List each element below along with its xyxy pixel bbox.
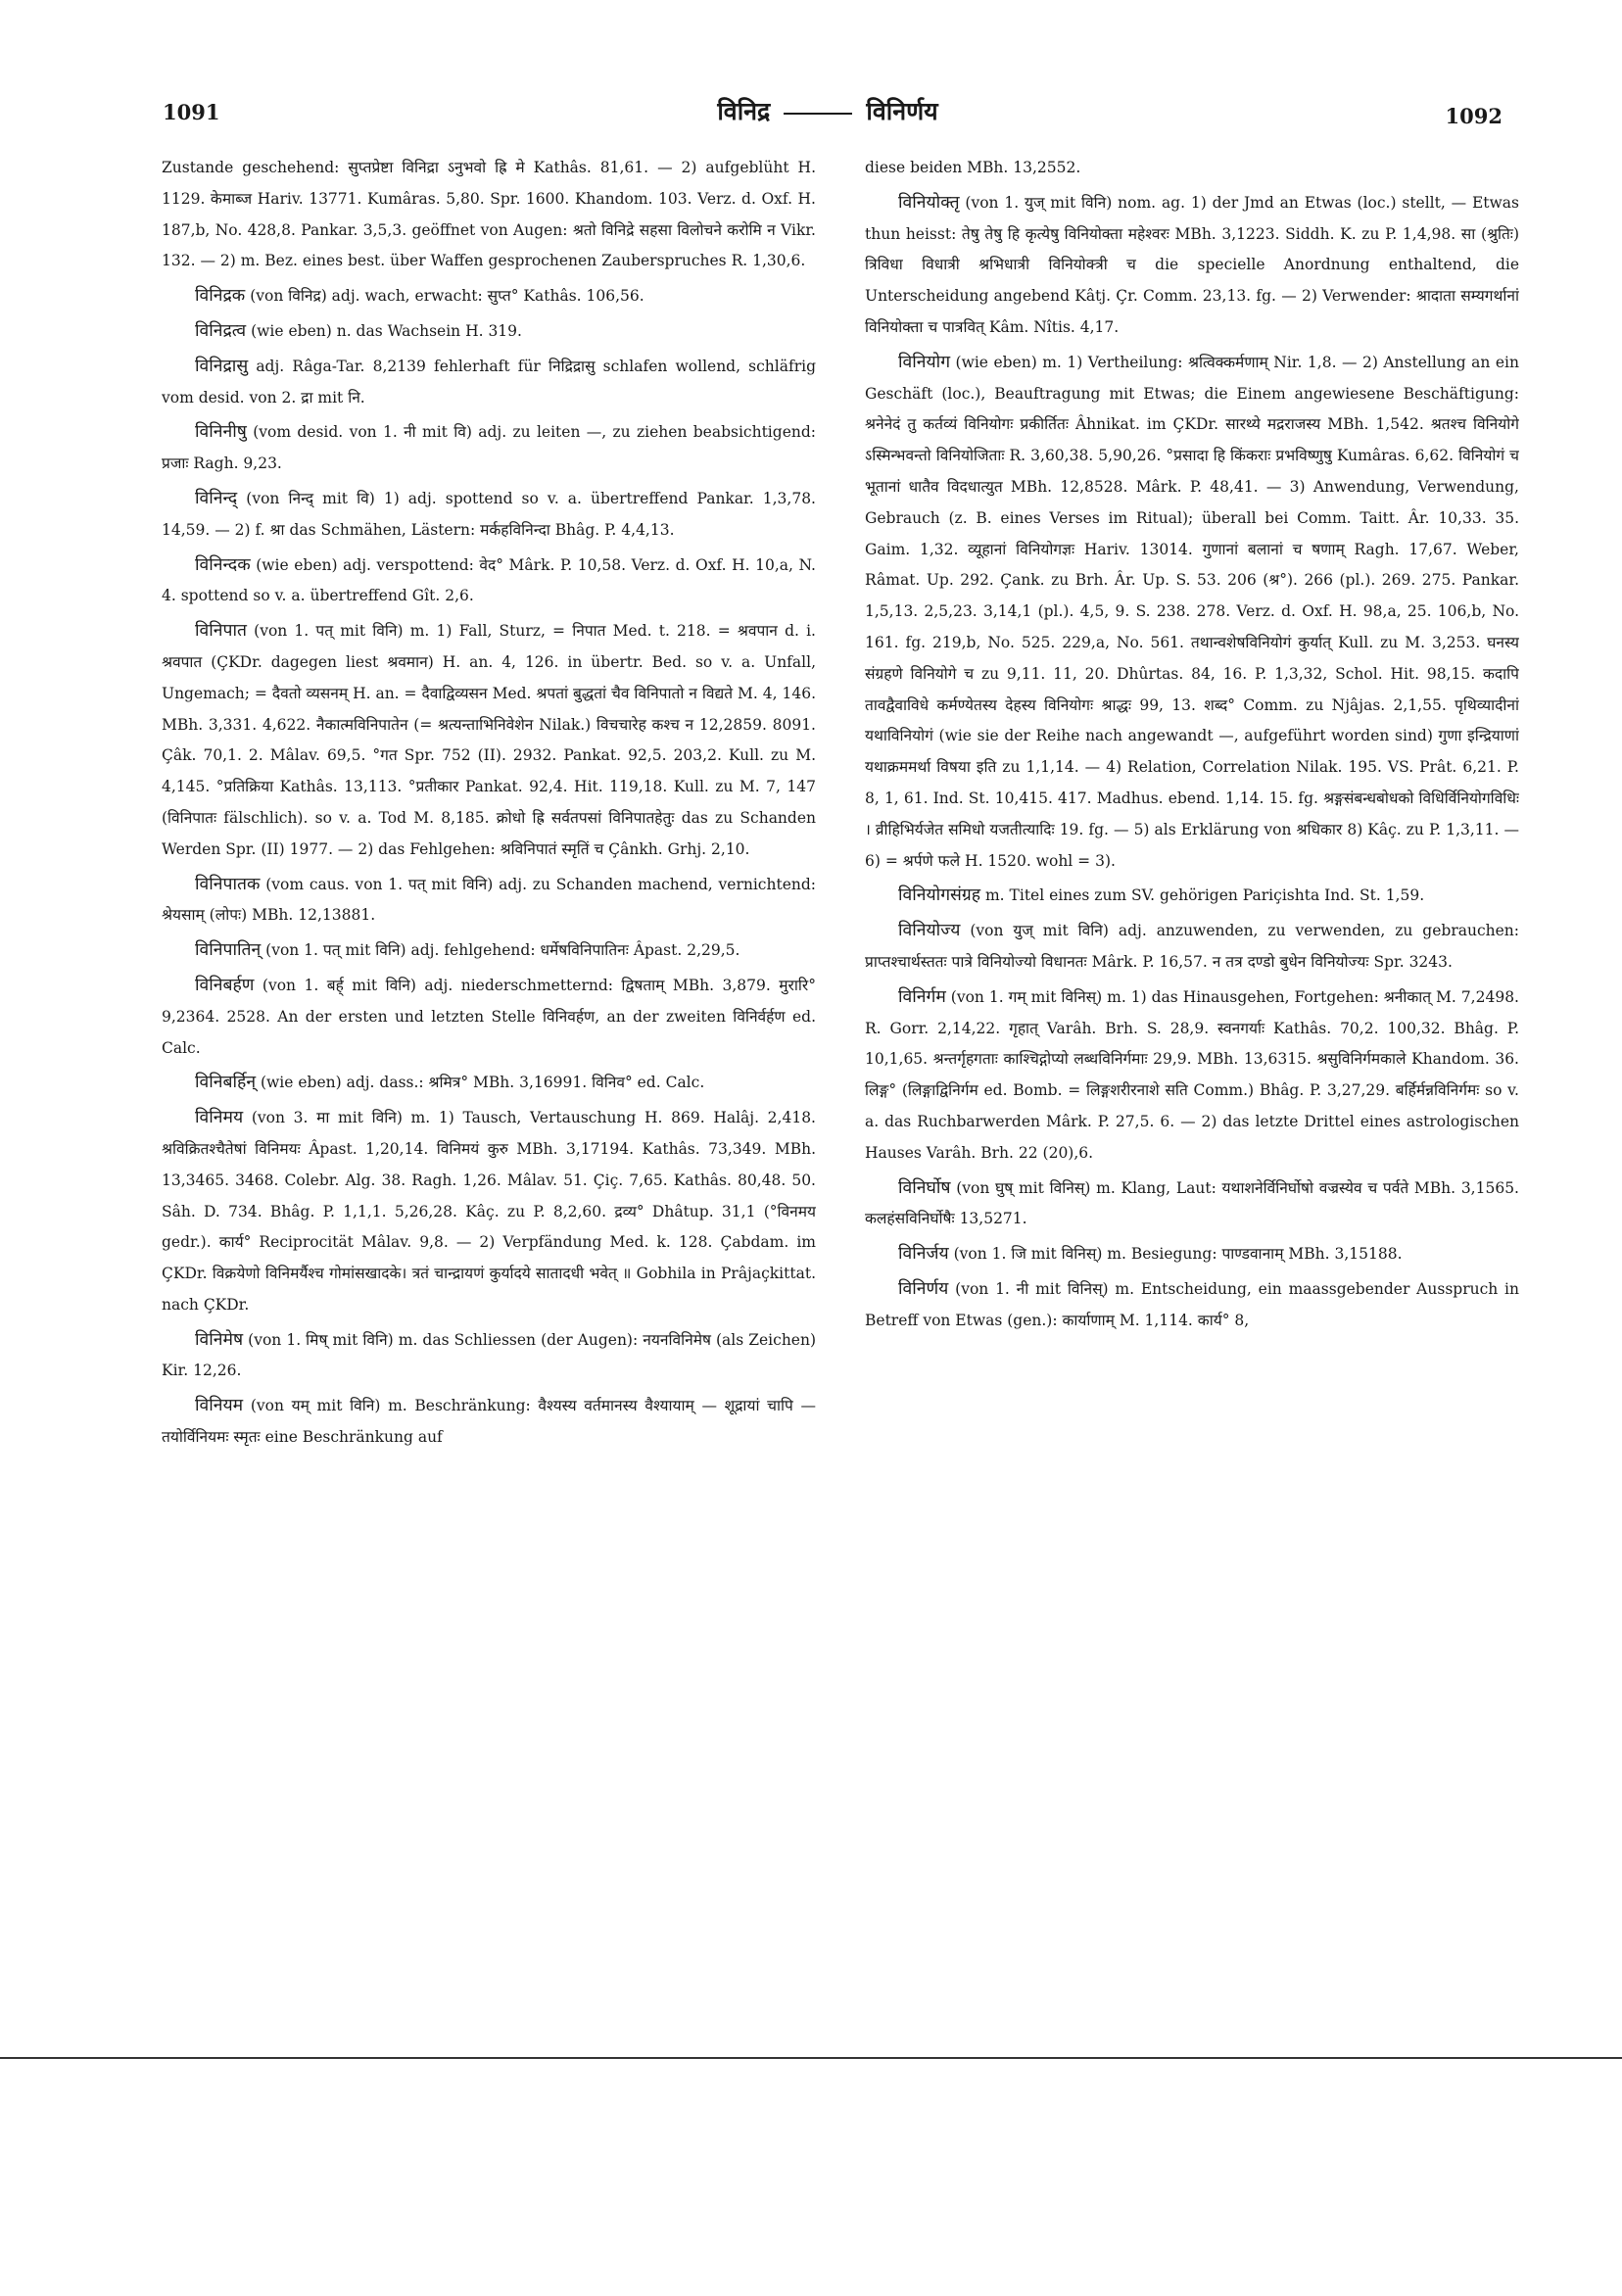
entry-body: (wie eben) m. 1) Vertheilung: श्रत्विक्कर्मणाम् Nir. 1,8. — 2) Anstellung an ein Geschäft (loc.), Beauftragung mit Etwas; die Einem angewiesene Beschäftigung: श्रनेनेदं तु कर्तव्यं विनियोगः प्रकीर्तितः Âhnikat. im ÇKDr. सारथ्ये मद्रराजस्य MBh. 1,542. श्रतश्च विनियोगे ऽस्मिन्भवन्तो विनियोजिताः R. 3,60,38. 5,90,26. °प्रसादा हि किंकराः प्रभविष्णुषु Kumâras. 6,62. विनियोगं च भूतानां धातैव विदधात्युत MBh. 12,8528. Mârk. P. 48,41. — 3) Anwendung, Verwendung, Gebrauch (z. B. eines Verses im Ritual); überall bei Comm. Taitt. Âr. 10,33. 35. Gaim. 1,32. व्यूहानां विनियोगज्ञः Hariv. 13014. गुणानां बलानां च षणाम् Ragh. 17,67. Weber, Râmat. Up. 292. Çank. zu Brh. Âr. Up. S. 53. 206 (श्र°). 266 (pl.). 269. 275. Pankar. 1,5,13. 2,5,23. 3,14,1 (pl.). 4,5, 9. S. 238. 278. Verz. d. Oxf. H. 98,a, 25. 106,b, No. 161. fg. 219,b, No. 525. 229,a, No. 561. तथान्वशेषविनियोगं कुर्यात् Kull. zu M. 3,253. घनस्य संग्रहणे विनियोगे च zu 9,11. 11, 20. Dhûrtas. 84, 16. P. 1,3,32, Schol. Hit. 98,15. कदापि तावद्वैवाविधे कर्मण्येतस्य देहस्य विनियोगः श्राद्धः 99, 13. शब्द° Comm. zu Njâjas. 2,1,55. पृथिव्यादीनां यथाविनियोगं (wie sie der Reihe nach angewandt —, aufgeführt worden sind) गुणा इन्द्रियाणां यथाक्रममर्था विषया इति zu 1,1,14. — 4) Relation, Correlation Nilak. 195. VS. Prât. 6,21. P. 8, 1, 61. Ind. St. 10,415. 417. Madhus. ebend. 1,14. 15. fg. श्रङ्गसंबन्धबोधको विधिर्विनियोगविधिः । व्रीहिभिर्यजेत समिधो यजतीत्यादिः 19. fg. — 5) als Erklärung von श्रधिकार 8) Kâç. zu P. 1,3,11. — 6) = श्रर्पणे फले H. 1520. wohl = 3). (865, 353, 1519, 870)
left-column (162, 153, 816, 1857)
dictionary-entry (162, 484, 816, 547)
dictionary-entry (162, 935, 816, 967)
entry-headword: विनियोग (898, 352, 951, 372)
dictionary-entry (865, 1239, 1519, 1270)
entry-body: m. Titel eines zum SV. gehörigen Pariçishta Ind. St. 1,59. (984, 886, 1425, 905)
entry-body: (vom desid. von 1. नी mit वि) adj. zu leiten —, zu ziehen beabsichtigend: प्रजाः Ragh. 9,23. (162, 423, 816, 473)
entry-body: (wie eben) adj. verspottend: वेद° Mârk. P. 10,58. Verz. d. Oxf. H. 10,a, N. 4. spottend so v. a. übertreffend Gît. 2,6. (162, 555, 816, 605)
dictionary-entry (162, 616, 816, 865)
entry-headword: विनिमय (195, 1108, 244, 1128)
dictionary-entry (162, 417, 816, 480)
dictionary-entry (865, 188, 1519, 344)
dictionary-entry (865, 916, 1519, 979)
dictionary-entry (162, 1103, 816, 1321)
entry-headword: विनियम (195, 1396, 244, 1416)
entry-body: (von 1. मिष् mit विनि) m. das Schliessen (der Augen): नयनविनिमेष (als Zeichen) Kir. 12,26. (162, 1330, 816, 1380)
dictionary-entry (162, 153, 816, 277)
entry-headword: विनिबर्हण (195, 975, 255, 995)
entry-headword: विनिपातिन् (195, 940, 262, 961)
entry-body: (von यम् mit विनि) m. Beschränkung: वैश्यस्य वर्तमानस्य वैश्यायाम् — शूद्रायां चापि — तयोर्विनियमः स्मृतः eine Beschränkung auf (162, 1397, 816, 1447)
entry-body: (von 1. नी mit विनिस्) m. Entscheidung, ein maassgebender Ausspruch in Betreff von Etwas (gen.): कार्याणाम् M. 1,114. कार्य° 8, (865, 1279, 1519, 1329)
entry-headword: विनियोज्य (898, 921, 961, 941)
dictionary-entry (162, 971, 816, 1064)
right-column (865, 153, 1519, 1857)
entry-body: (wie eben) adj. dass.: श्रमित्र° MBh. 3,16991. विनिव° ed. Calc. (260, 1074, 705, 1092)
entry-headword: विनिद्रक (195, 286, 246, 307)
entry-body: adj. Râga-Tar. 8,2139 fehlerhaft für निद्रिद्रासु schlafen wollend, schläfrig vom desid. von 2. द्रा mit नि. (162, 357, 816, 407)
running-head-dash (784, 113, 852, 115)
entry-headword: विनिनीषु (195, 422, 247, 443)
entry-headword: विनिमेष (195, 1329, 244, 1350)
entry-body: (von 1. पत् mit विनि) adj. fehlgehend: धर्मेषविनिपातिनः Âpast. 2,29,5. (265, 941, 740, 960)
dictionary-entry (865, 881, 1519, 912)
dictionary-entry (865, 1173, 1519, 1236)
entry-body: (von विनिद्र) adj. wach, erwacht: सुप्त° Kathâs. 106,56. (250, 287, 644, 306)
entry-headword: विनिन्दक (195, 554, 251, 575)
entry-headword: विनिद्रासु (195, 356, 249, 376)
entry-headword: विनिर्गम (898, 986, 946, 1007)
dictionary-entry (162, 316, 816, 348)
page-header (147, 90, 1508, 129)
entry-headword: विनिर्णय (898, 1278, 949, 1299)
running-head-left: विनिद्र (717, 97, 771, 125)
entry-body: (wie eben) n. das Wachsein H. 319. (251, 321, 522, 340)
entry-body: diese beiden MBh. 13,2552. (865, 159, 1081, 176)
dictionary-entry (162, 870, 816, 933)
entry-body: (von निन्द् mit वि) 1) adj. spottend so v. a. übertreffend Pankar. 1,3,78. 14,59. — 2) f. श्रा das Schmähen, Lästern: मर्कहविनिन्दा Bhâg. P. 4,4,13. (162, 489, 816, 539)
entry-body: (von युज् mit विनि) adj. anzuwenden, zu verwenden, zu gebrauchen: प्राप्तश्चार्थस्ततः पात्रे विनियोज्यो विधानतः Mârk. P. 16,57. न तत्र दण्डो बुधेन विनियोज्यः Spr. 3243. (865, 922, 1519, 971)
entry-body: (von 1. पत् mit विनि) m. 1) Fall, Sturz, = निपात Med. t. 218. = श्रवपान d. i. श्रवपात (ÇKDr. dagegen liest श्रवमान) H. an. 4, 126. in übertr. Bed. so v. a. Unfall, Ungemach; = दैवतो व्यसनम् H. an. = दैवाद्विव्यसन Med. श्रपतां बुद्धतां चैव विनिपातो न विद्यते M. 4, 146. MBh. 3,331. 4,622. नैकात्मविनिपातेन (= श्रत्यन्ताभिनिवेशेन Nilak.) विचचारेह कश्च न 12,2859. 8091. Çâk. 70,1. 2. Mâlav. 69,5. °गत Spr. 752 (II). 2932. Pankat. 92,5. 203,2. Kull. zu M. 4,145. °प्रतिक्रिया Kathâs. 13,113. °प्रतीकार Pankat. 92,4. Hit. 119,18. Kull. zu M. 7, 147 (विनिपातः fälschlich). so v. a. Tod M. 8,185. क्रोधो ह्रि सर्वतपसां विनिपातहेतुः das zu Schanden Werden Spr. (II) 1977. — 2) das Fehlgehen: श्रविनिपातं स्मृतिं च Çânkh. Grhj. 2,10. (162, 622, 816, 858)
entry-headword: विनियोक्तृ (898, 192, 960, 213)
dictionary-entry (162, 550, 816, 613)
entry-body: (von 3. मा mit विनि) m. 1) Tausch, Vertauschung H. 869. Halâj. 2,418. श्रविक्रितश्चैतेषां विनिमयः Âpast. 1,20,14. विनिमयं कुरु MBh. 3,17194. Kathâs. 73,349. MBh. 13,3465. 3468. Colebr. Alg. 38. Ragh. 1,26. Mâlav. 51. Çiç. 7,65. Kathâs. 80,48. 50. Sâh. D. 734. Bhâg. P. 1,1,1. 5,26,28. Kâç. zu P. 8,2,60. द्रव्य° Dhâtup. 31,1 (°विनमय gedr.). कार्य° Reciprocität Mâlav. 9,8. — 2) Verpfändung Med. k. 128. Çabdam. im ÇKDr. विक्रयेणो विनिमर्यैश्च गोमांसखादके। त्रतं चान्द्रायणं कुर्यादये सातादधी भवेत् ॥ Gobhila in Prâjaçkittat. nach ÇKDr. (162, 1109, 816, 1314)
dictionary-entry (162, 352, 816, 414)
entry-headword: विनिर्जय (898, 1244, 949, 1265)
entry-body: Zustande geschehend: सुप्तप्रेष्टा विनिद्रा ऽनुभवो ह्रि मे Kathâs. 81,61. — 2) aufgeblüht H. 1129. केमाब्ज Hariv. 13771. Kumâras. 5,80. Spr. 1600. Khandom. 103. Verz. d. Oxf. H. 187,b, No. 428,8. Pankar. 3,5,3. geöffnet von Augen: श्रतो विनिद्रे सहसा विलोचने करोमि न Vikr. 132. — 2) m. Bez. eines best. über Waffen gesprochenen Zauberspruches R. 1,30,6. (162, 159, 816, 270)
dictionary-entry (162, 1391, 816, 1454)
running-head (147, 94, 1508, 127)
running-head-right: विनिर्णय (866, 97, 938, 125)
dictionary-entry (865, 348, 1519, 878)
dictionary-entry (865, 153, 1519, 184)
entry-body: (von 1. बर्ह् mit विनि) adj. niederschmetternd: द्विषताम् MBh. 3,879. मुरारि° 9,2364. 2528. An der ersten und letzten Stelle विनिवर्हण, an der zweiten विनिर्वर्हण ed. Calc. (162, 976, 816, 1057)
entry-body: (von 1. जि mit विनिस्) m. Besiegung: पाण्डवानाम् MBh. 3,15188. (953, 1245, 1403, 1264)
entry-headword: विनियोगसंग्रह (898, 885, 981, 906)
dictionary-entry (162, 1068, 816, 1099)
page-number-left: 1091 (163, 100, 220, 124)
entry-headword: विनिर्घोष (898, 1177, 951, 1198)
dictionary-entry (162, 281, 816, 312)
entry-body: (von 1. युज् mit विनि) nom. ag. 1) der Jmd an Etwas (loc.) stellt, — Etwas thun heisst: तेषु तेषु हि कृत्येषु विनियोक्ता महेश्वरः MBh. 3,1223. Siddh. K. zu P. 1,4,98. सा (श्रुतिः) त्रिविधा विधात्री श्रभिधात्री विनियोक्त्री च die specielle Anordnung enthaltend, die Unterscheidung angebend Kâtj. Çr. Comm. 23,13. fg. — 2) Verwender: श्रादाता सम्यगर्थानां विनियोक्ता च पात्रवित् Kâm. Nîtis. 4,17. (865, 193, 1519, 336)
dictionary-entry (162, 1325, 816, 1388)
entry-headword: विनिपात (195, 621, 247, 642)
entry-headword: विनिपातक (195, 874, 261, 894)
dictionary-entry (865, 982, 1519, 1170)
entry-body: (von घुष् mit विनिस्) m. Klang, Laut: यथाशनेर्विनिर्घोषो वज्रस्येव च पर्वते MBh. 3,1565. कलहंसविनिर्घोषैः 13,5271. (865, 1178, 1519, 1228)
page-number-right: 1092 (1445, 104, 1503, 128)
entry-headword: विनिबर्हिन् (195, 1073, 257, 1093)
entry-body: (vom caus. von 1. पत् mit विनि) adj. zu Schanden machend, vernichtend: श्रेयसाम् (लोपः) MBh. 12,13881. (162, 875, 816, 925)
entry-body: (von 1. गम् mit विनिस्) m. 1) das Hinausgehen, Fortgehen: श्रनीकात् M. 7,2498. R. Gorr. 2,14,22. गृहात् Varâh. Brh. S. 28,9. स्वनगर्याः Kathâs. 70,2. 100,32. Bhâg. P. 10,1,65. श्रन्तर्गृहगताः काश्चिद्गोप्यो लब्धविनिर्गमाः 29,9. MBh. 13,6315. श्रसुविनिर्गमकाले Khandom. 36. लिङ्ग° (लिङ्गाद्विनिर्गम ed. Bomb. = लिङ्गशरीरनाशे सति Comm.) Bhâg. P. 3,27,29. बर्हिर्मन्नविनिर्गमः so v. a. das Ruchbarwerden Mârk. P. 27,5. 6. — 2) das letzte Drittel eines astrologischen Hauses Varâh. Brh. 22 (20),6. (865, 987, 1519, 1162)
footer-rule (0, 2057, 1622, 2059)
dictionary-entry (865, 1274, 1519, 1337)
entry-headword: विनिद्रत्व (195, 320, 247, 341)
entry-headword: विनिन्द् (195, 488, 238, 508)
